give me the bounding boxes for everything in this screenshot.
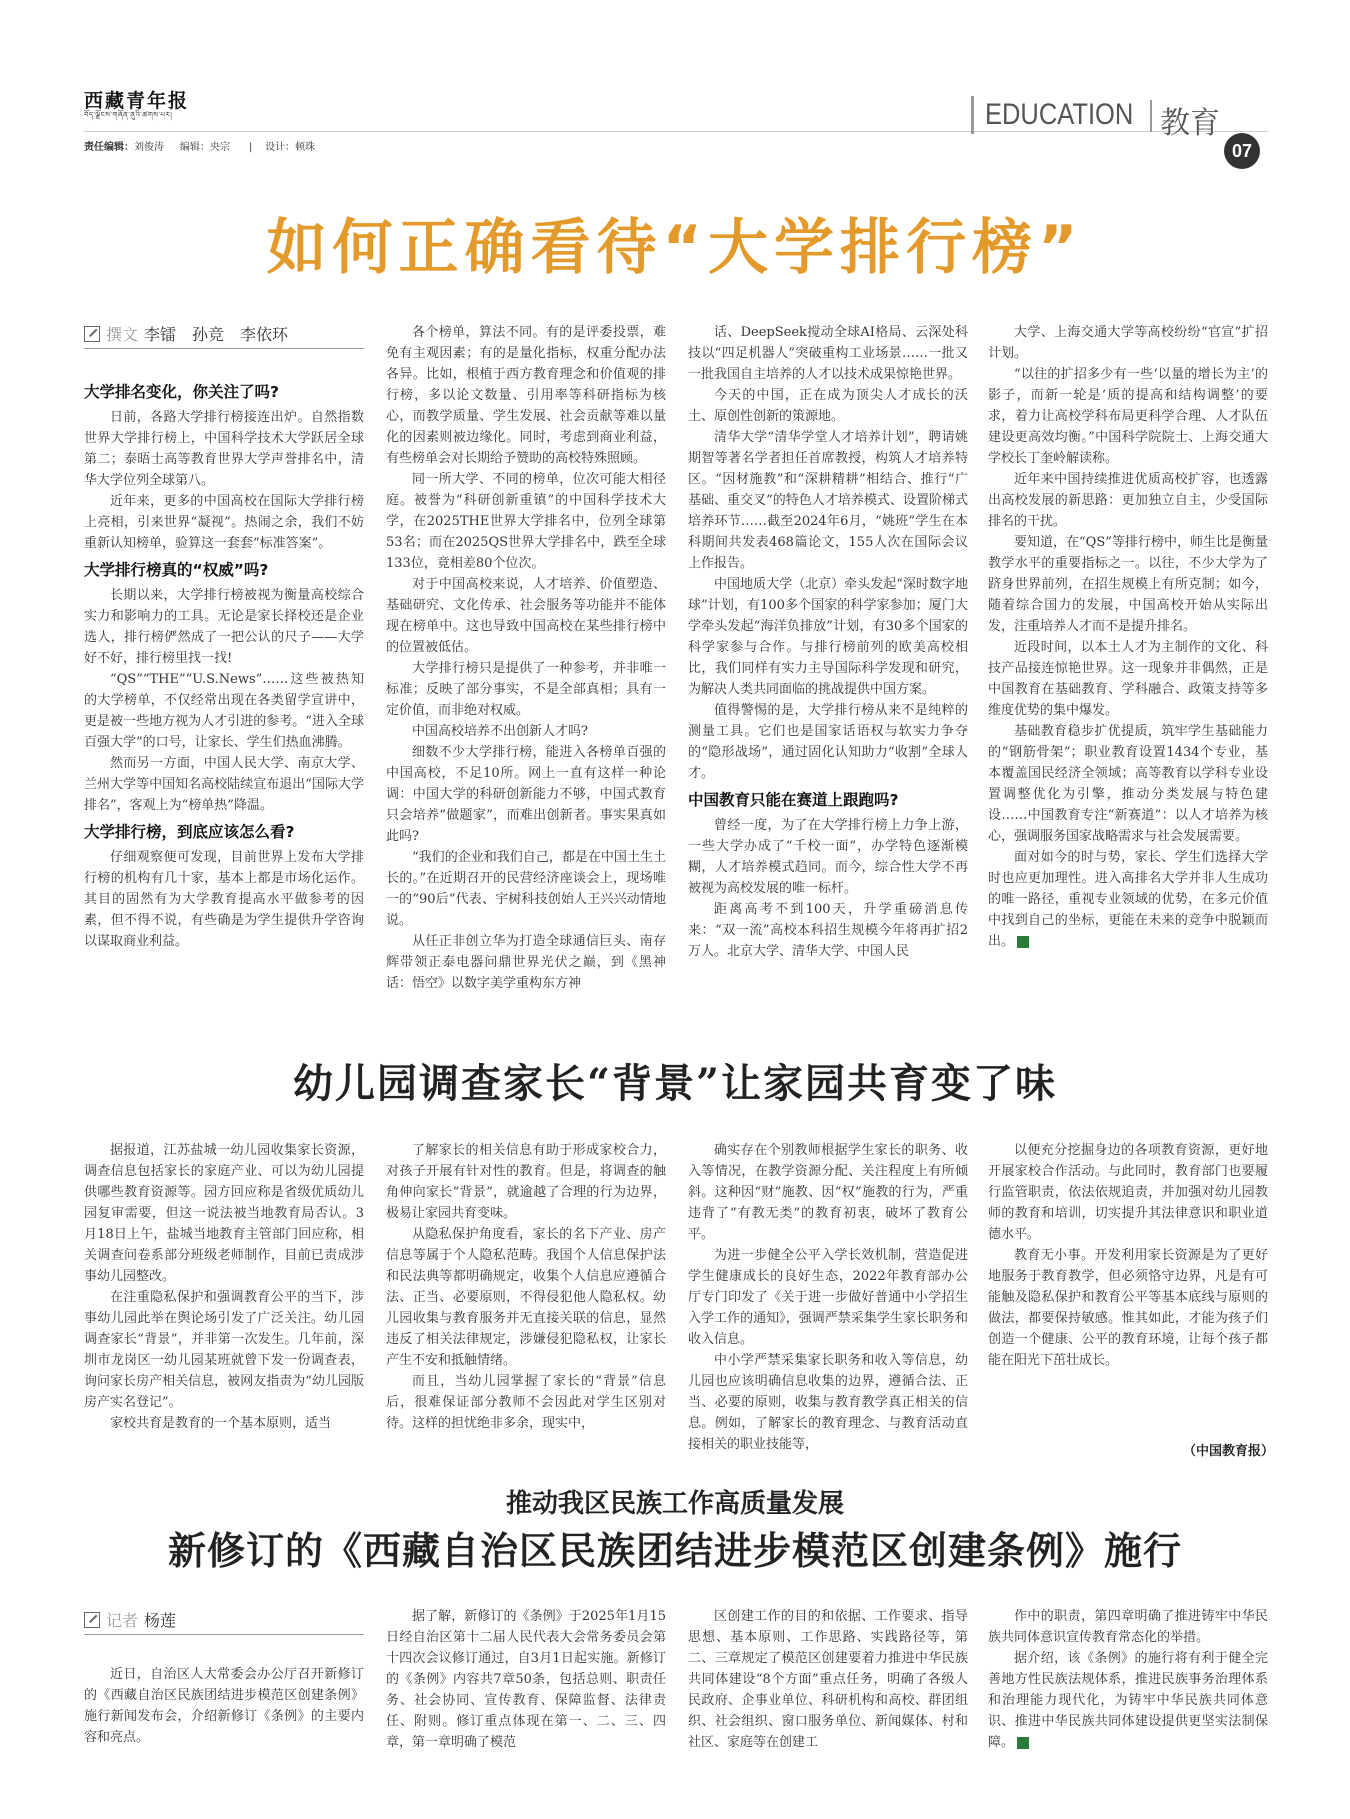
designer-label: 设计：	[265, 142, 296, 153]
paragraph	[988, 1648, 1268, 1753]
masthead: 西藏青年报	[84, 90, 190, 112]
article3-byline	[84, 1608, 176, 1631]
paragraph: 今天的中国，正在成为顶尖人才成长的沃土、原创性创新的策源地。	[688, 388, 968, 424]
paragraph: 同一所大学、不同的榜单，位次可能大相径庭。被誉为“科研创新重镇”的中国科学技术大学，在2025THE世界大学排名中，位列全球第53名；而在2025QS世界大学排名中，跌至全球133位，竟相差80个位次。	[386, 472, 666, 571]
article2-source: （中国教育报）	[1183, 1444, 1275, 1459]
section-bar-divider	[1150, 100, 1152, 132]
paragraph: 细数不少大学排行榜，能进入各榜单百强的中国高校，不足10所。网上一直有这样一种论调：中国大学的科研创新能力不够，中国式教育只会培养“做题家”，而难出创新者。事实果真如此吗?	[386, 745, 666, 844]
article2-column-1	[84, 1140, 364, 1440]
paragraph: 从隐私保护角度看，家长的名下产业、房产信息等属于个人隐私范畴。我国个人信息保护法和民法典等都明确规定，收集个人信息应遵循合法、正当、必要原则，不得侵犯他人隐私权。幼儿园收集与教育服务并无直接关联的信息，显然违反了相关法律规定，涉嫌侵犯隐私权，让家长产生不安和抵触情绪。	[386, 1227, 666, 1368]
end-mark-icon	[1017, 936, 1029, 948]
article3-title: 新修订的《西藏自治区民族团结进步模范区创建条例》施行	[167, 1529, 1182, 1573]
byline-label: 记者	[106, 1611, 139, 1630]
paragraph: 近年来，更多的中国高校在国际大学排行榜上亮相，引来世界“凝视”。热闹之余，我们不妨重新认知榜单，验算这一套套“标准答案”。	[84, 494, 364, 551]
article2-column-4	[988, 1140, 1268, 1435]
section-label-cn: 教育	[1160, 106, 1220, 141]
editor-label: 责任编辑：	[84, 142, 134, 153]
paragraph: 从任正非创立华为打造全球通信巨头、南存辉带领正泰电器问鼎世界光伏之巅，到《黑神话：悟空》以数字美学重构东方神	[386, 934, 666, 991]
paragraph: 然而另一方面，中国人民大学、南京大学、兰州大学等中国知名高校陆续宣布退出“国际大学排名”，客观上为“榜单热”降温。	[84, 756, 364, 813]
paragraph: 长期以来，大学排行榜被视为衡量高校综合实力和影响力的工具。无论是家长择校还是企业选人，排行榜俨然成了一把公认的尺子——大学好不好，排行榜里找一找!	[84, 588, 364, 666]
paragraph: 大学排行榜只是提供了一种参考，并非唯一标准；反映了部分事实，不是全部真相；具有一定价值，而非绝对权威。	[386, 661, 666, 718]
pen-icon	[84, 326, 100, 342]
article1-byline	[84, 322, 288, 345]
subheading: 中国教育只能在赛道上跟跑吗?	[688, 791, 899, 809]
paragraph: 教育无小事。开发利用家长资源是为了更好地服务于教育教学，但必须恪守边界，凡是有可能触及隐私保护和教育公平等基本底线与原则的做法，都要保持敏感。惟其如此，才能为孩子们创造一个健康、公平的教育环境，让每个孩子都能在阳光下茁壮成长。	[988, 1248, 1268, 1368]
article3-column-4	[988, 1606, 1268, 1806]
paragraph: 据报道，江苏盐城一幼儿园收集家长资源，调查信息包括家长的家庭产业、可以为幼儿园提供哪些教育资源等。园方回应称是省级优质幼儿园复审需要，但这一说法被当地教育局否认。3月18日上午，盐城当地教育主管部门回应称，相关调查问卷系部分班级老师制作，目前已责成涉事幼儿园整改。	[84, 1143, 364, 1284]
paragraph: 近年来中国持续推进优质高校扩容，也透露出高校发展的新思路：更加独立自主，少受国际排名的干扰。	[988, 472, 1268, 529]
masthead-tibetan: བོད་ལྗོངས་གཞོན་ནུའི་ཚགས་པར།	[84, 111, 173, 119]
paragraph: 对于中国高校来说，人才培养、价值塑造、基础研究、文化传承、社会服务等功能并不能体现在榜单中。这也导致中国高校在某些排行榜中的位置被低估。	[386, 577, 666, 655]
paragraph: 距离高考不到100天，升学重磅消息传来：“双一流”高校本科招生规模今年将再扩招2万人。北京大学、清华大学、中国人民	[688, 902, 968, 959]
paragraph: “以往的扩招多少有一些‘以量的增长为主’的影子，而新一轮是‘质的提高和结构调整’的要求，着力让高校学科布局更科学合理、人才队伍建设更高效均衡。”中国科学院院士、上海交通大学校长丁奎岭解读称。	[988, 367, 1268, 466]
paragraph: 确实存在个别教师根据学生家长的职务、收入等情况，在教学资源分配、关注程度上有所倾斜。这种因“财”施教、因“权”施教的行为，严重违背了“有教无类”的教育初衷，破坏了教育公平。	[688, 1143, 968, 1242]
paragraph: 各个榜单，算法不同。有的是评委投票，难免有主观因素；有的是量化指标，权重分配办法各异。比如，根植于西方教育理念和价值观的排行榜，多以论文数量、引用率等科研指标为核心，而教学质量、学生发展、社会贡献等难以量化的因素则被边缘化。同时，考虑到商业利益，有些榜单会对长期给予赞助的高校特殊照顾。	[386, 325, 666, 466]
article1-column-1	[84, 376, 364, 1032]
article3-subtitle: 推动我区民族工作高质量发展	[505, 1489, 844, 1519]
section-label-en: EDUCATION	[985, 98, 1134, 131]
subheading: 大学排行榜，到底应该怎么看?	[84, 823, 295, 841]
byline-authors: 李镭 孙竞 李依环	[144, 325, 289, 344]
article3-column-2	[386, 1606, 666, 1806]
article2-column-3	[688, 1140, 968, 1452]
article1-title: 如何正确看待“大学排行榜”	[266, 213, 1084, 283]
subheading: 大学排名变化，你关注了吗?	[84, 383, 279, 401]
paragraph: 话、DeepSeek搅动全球AI格局、云深处科技以“四足机器人”突破重构工业场景……一批又一批我国自主培养的人才以技术成果惊艳世界。	[688, 325, 968, 382]
paragraph: 近日，自治区人大常委会办公厅召开新修订的《西藏自治区民族团结进步模范区创建条例》施行新闻发布会，介绍新修订《条例》的主要内容和亮点。	[84, 1667, 364, 1745]
article1-column-4	[988, 322, 1268, 1032]
paragraph: 以便充分挖掘身边的各项教育资源，更好地开展家校合作活动。与此同时，教育部门也要履行监管职责，依法依规追责，并加强对幼儿园教师的教育和培训，切实提升其法律意识和职业道德水平。	[988, 1143, 1268, 1242]
page-number: 07	[1224, 133, 1260, 169]
paragraph: “我们的企业和我们自己，都是在中国土生土长的。”在近期召开的民营经济座谈会上，现场唯一的“90后”代表、宇树科技创始人王兴兴动情地说。	[386, 850, 666, 928]
paragraph: 中国高校培养不出创新人才吗?	[412, 724, 588, 739]
paragraph-text: 面对如今的时与势，家长、学生们选择大学时也应更加理性。进入高排名大学并非人生成功的唯一路径，重视专业领域的优势，在多元价值中找到自己的坐标，更能在未来的竞争中脱颖而出。	[988, 850, 1268, 949]
byline-underline	[84, 1634, 364, 1635]
paragraph: 在注重隐私保护和强调教育公平的当下，涉事幼儿园此举在舆论场引发了广泛关注。幼儿园调查家长“背景”，并非第一次发生。几年前，深圳市龙岗区一幼儿园某班就曾下发一份调查表，询问家长房产相关信息，被网友指责为“幼儿园版房产实名登记”。	[84, 1290, 364, 1410]
paragraph: 区创建工作的目的和依据、工作要求、指导思想、基本原则、工作思路、实践路径等，第二、三章规定了模范区创建要着力推进中华民族共同体建设“8个方面”重点任务，明确了各级人民政府、企事业单位、科研机构和高校、群团组织、社会组织、窗口服务单位、新闻媒体、村和社区、家庭等在创建工	[688, 1609, 968, 1750]
paragraph: 曾经一度，为了在大学排行榜上力争上游，一些大学办成了“千校一面”，办学特色逐渐模糊，人才培养模式趋同。而今，综合性大学不再被视为高校发展的唯一标杆。	[688, 818, 968, 896]
paragraph: 了解家长的相关信息有助于形成家校合力，对孩子开展有针对性的教育。但是，将调查的触角伸向家长“背景”，就逾越了合理的行为边界，极易让家园共育变味。	[386, 1143, 666, 1221]
paragraph: 仔细观察便可发现，目前世界上发布大学排行榜的机构有几十家，基本上都是市场化运作。其目的固然有为大学教育提高水平做参考的因素，但不得不说，有些确是为学生提供升学咨询以谋取商业利益。	[84, 850, 364, 949]
paragraph: 要知道，在“QS”等排行榜中，师生比是衡量教学水平的重要指标之一。以往，不少大学为了跻身世界前列，在招生规模上有所克制；如今，随着综合国力的发展，中国高校开始从实际出发，注重培养人才而不是提升排名。	[988, 535, 1268, 634]
editors-line: 责任编辑：刘俊涛 编辑：央宗 | 设计：顿珠	[84, 142, 316, 153]
byline-underline	[84, 348, 364, 349]
byline-author: 杨莲	[144, 1611, 177, 1630]
article3-column-1	[84, 1664, 364, 1794]
paragraph: 据了解，新修订的《条例》于2025年1月15日经自治区第十二届人民代表大会常务委员会第十四次会议修订通过，自3月1日起实施。新修订的《条例》内容共7章50条，包括总则、职责任务、社会协同、宣传教育、保障监督、法律责任、附则。修订重点体现在第一、二、三、四章，第一章明确了模范	[386, 1609, 666, 1750]
paragraph: 为进一步健全公平入学长效机制，营造促进学生健康成长的良好生态，2022年教育部办公厅专门印发了《关于进一步做好普通中小学招生入学工作的通知》，强调严禁采集学生家长职务和收入信息。	[688, 1248, 968, 1347]
article2-column-2	[386, 1140, 666, 1440]
byline-label: 撰文	[106, 325, 139, 344]
subheading: 大学排行榜真的“权威”吗?	[84, 561, 269, 579]
editor-name: 刘俊涛	[134, 142, 164, 153]
paragraph	[988, 847, 1268, 952]
paragraph: 大学、上海交通大学等高校纷纷“官宣”扩招计划。	[988, 325, 1268, 361]
editor2-label: 编辑：	[179, 142, 210, 153]
paragraph: “QS”“THE”“U.S.News”……这些被热知的大学榜单，不仅经常出现在各类留学宣讲中，更是被一些地方视为人才引进的参考。“进入全球百强大学”的口号，让家长、学生们热血沸腾。	[84, 672, 364, 750]
paragraph: 家校共育是教育的一个基本原则，适当	[110, 1416, 332, 1431]
paragraph: 基础教育稳步扩优提质，筑牢学生基础能力的“钢筋骨架”；职业教育设置1434个专业，基本覆盖国民经济全领域；高等教育以学科专业设置调整优化为引擎，推动分类发展与特色建设……中国教育专注“新赛道”：以人才培养为核心，强调服务国家战略需求与社会发展需要。	[988, 724, 1268, 844]
paragraph: 中国地质大学（北京）牵头发起“深时数字地球”计划，有100多个国家的科学家参加；厦门大学牵头发起“海洋负排放”计划，有30多个国家的科学家参与合作。与排行榜前列的欧美高校相比，我们同样有实力主导国际科学发现和研究，为解决人类共同面临的挑战提供中国方案。	[688, 577, 968, 697]
paragraph-text: 据介绍，该《条例》的施行将有利于健全完善地方性民族法规体系，推进民族事务治理体系和治理能力现代化，为铸牢中华民族共同体意识、推进中华民族共同体建设提供更坚实法制保障。	[988, 1651, 1268, 1750]
end-mark-icon	[1017, 1737, 1029, 1749]
paragraph: 中小学严禁采集家长职务和收入等信息，幼儿园也应该明确信息收集的边界，遵循合法、正当、必要的原则，收集与教育教学真正相关的信息。例如，了解家长的教育理念、与教育活动直接相关的职业技能等，	[688, 1353, 968, 1452]
paragraph: 值得警惕的是，大学排行榜从来不是纯粹的测量工具。它们也是国家话语权与软实力争夺的“隐形战场”，通过固化认知助力“收割”全球人才。	[688, 703, 968, 781]
paragraph: 日前，各路大学排行榜接连出炉。自然指数世界大学排行榜上，中国科学技术大学跃居全球第二；泰晤士高等教育世界大学声誉排名中，清华大学位列全球第八。	[84, 410, 364, 488]
paragraph: 作中的职责，第四章明确了推进铸牢中华民族共同体意识宣传教育常态化的举措。	[988, 1609, 1268, 1645]
pen-icon	[84, 1612, 100, 1628]
paragraph: 清华大学“清华学堂人才培养计划”，聘请姚期智等著名学者担任首席教授，构筑人才培养特区。“因材施教”和“深耕精耕”相结合、推行“广基础、重交叉”的特色人才培养模式、设置阶梯式培养环节……截至2024年6月，“姚班”学生在本科期间共发表468篇论文，155人次在国际会议上作报告。	[688, 430, 968, 571]
article1-column-3	[688, 322, 968, 1032]
paragraph: 近段时间，以本土人才为主制作的文化、科技产品接连惊艳世界。这一现象并非偶然，正是中国教育在基础教育、学科融合、政策支持等多维度优势的集中爆发。	[988, 640, 1268, 718]
editor2-name: 央宗	[209, 142, 230, 153]
article3-column-3	[688, 1606, 968, 1806]
designer-name: 顿珠	[295, 142, 316, 153]
article2-title: 幼儿园调查家长“背景”让家园共育变了味	[292, 1060, 1057, 1107]
paragraph: 而且，当幼儿园掌握了家长的“背景”信息后，很难保证部分教师不会因此对学生区别对待。这样的担忧绝非多余，现实中，	[386, 1374, 666, 1431]
section-bar	[971, 96, 974, 134]
article1-column-2	[386, 322, 666, 1032]
